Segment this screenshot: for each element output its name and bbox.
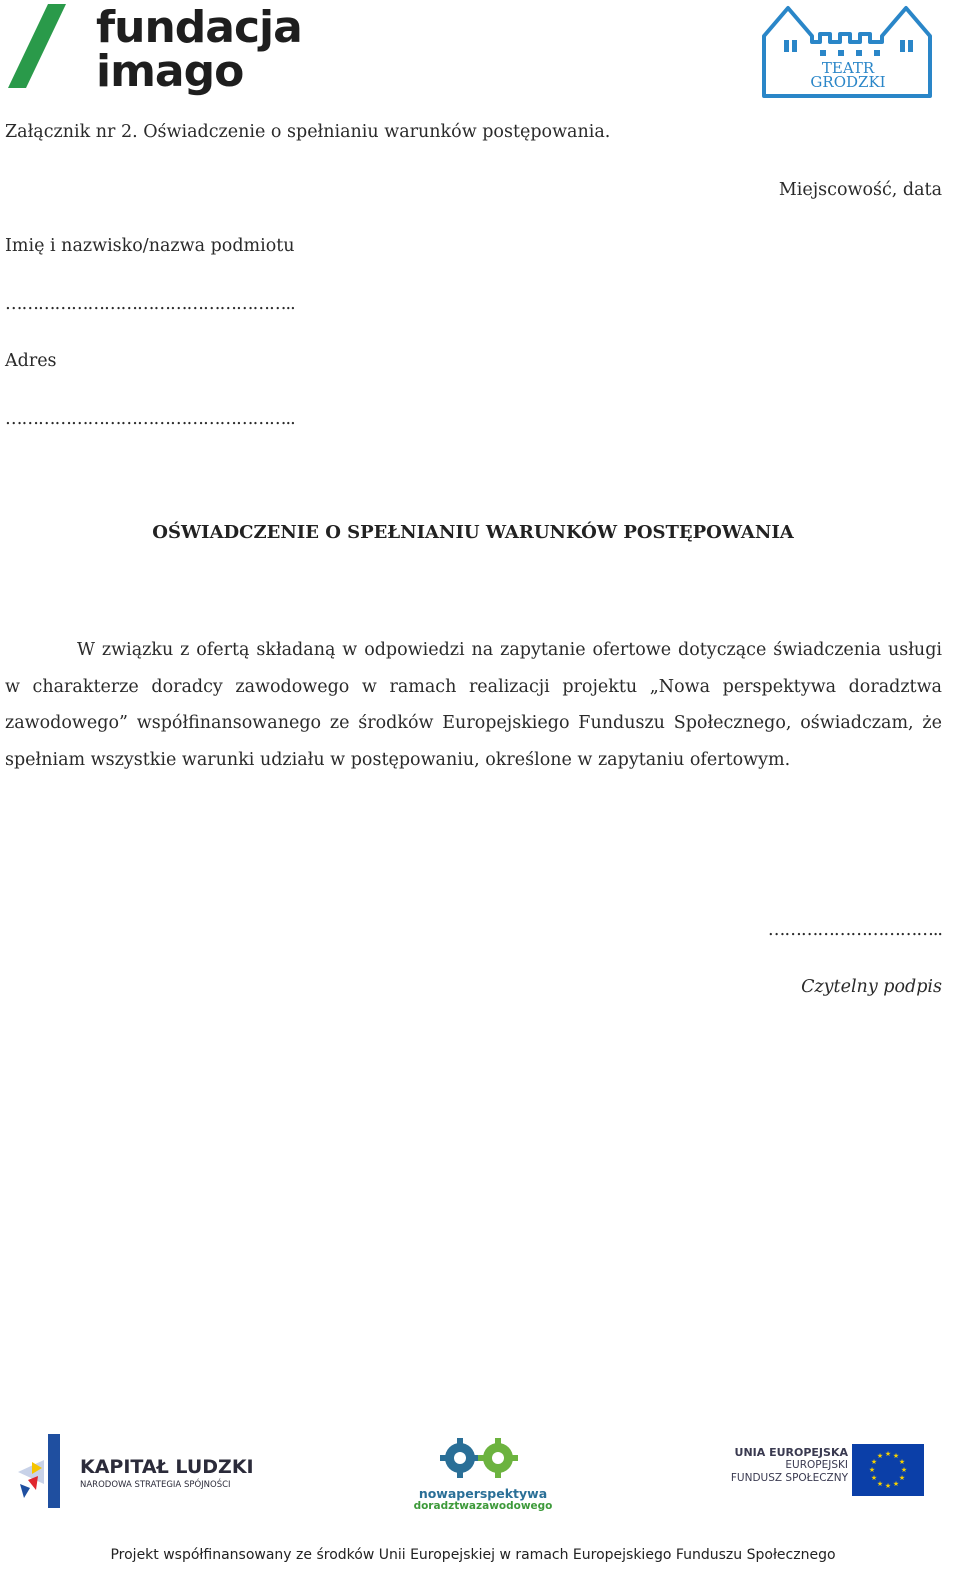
eu-label-european: EUROPEJSKI (785, 1459, 848, 1471)
svg-text:★: ★ (876, 1452, 884, 1460)
eu-label-union: UNIA EUROPEJSKA (734, 1446, 848, 1459)
logo-word-fundacja: fundacja (96, 2, 302, 53)
svg-text:★: ★ (870, 1474, 878, 1482)
svg-text:★: ★ (898, 1458, 906, 1466)
statement-paragraph: W związku z ofertą składaną w odpowiedzi na zapytanie ofertowe dotyczące świadczenia usługi w charakterze doradcy zawodowego w ramach realizacji projektu „Nowa perspektywa doradztwa zawodowego” współfinansowanego ze środków Europejskiego Funduszu Społecznego, oświadczam, że spełniam wszystkie warunki udziału w postępowaniu, określone w zapytaniu ofertowym. (5, 640, 942, 770)
name-label: Imię i nazwisko/nazwa podmiotu (5, 236, 295, 256)
svg-text:★: ★ (876, 1480, 884, 1488)
eu-text-block (731, 1446, 848, 1485)
castle-icon (760, 2, 936, 110)
name-fill-line: …………………………………………….. (5, 294, 295, 314)
logo-word-imago: imago (96, 46, 244, 97)
grodzki-label: GRODZKI (810, 73, 886, 91)
teatr-grodzki-logo (760, 2, 936, 110)
teatr-label: TEATR (821, 59, 875, 77)
address-label: Adres (5, 351, 57, 371)
place-date-label: Miejscowość, data (778, 180, 942, 200)
svg-text:★: ★ (892, 1452, 900, 1460)
svg-text:★: ★ (898, 1474, 906, 1482)
signature-label: Czytelny podpis (801, 977, 942, 997)
footer-funding-note: Projekt współfinansowany ze środków Unii Europejskiej w ramach Europejskiego Funduszu Społecznego (110, 1547, 836, 1563)
nowa-perspektywa-label: nowaperspektywa (418, 1486, 548, 1501)
kapital-ludzki-emblem-icon (14, 1432, 74, 1512)
svg-text:★: ★ (868, 1466, 876, 1474)
svg-text:★: ★ (870, 1458, 878, 1466)
eu-flag-icon (852, 1444, 924, 1496)
kapital-ludzki-title: KAPITAŁ LUDZKI (80, 1456, 254, 1478)
fundacja-imago-logo (4, 2, 302, 97)
eu-logo (728, 1444, 928, 1500)
green-slash-icon (8, 4, 68, 92)
eu-label-social-fund: FUNDUSZ SPOŁECZNY (730, 1472, 848, 1484)
address-fill-line: …………………………………………….. (5, 409, 295, 429)
kapital-ludzki-logo (14, 1432, 254, 1512)
svg-text:★: ★ (892, 1480, 900, 1488)
nowa-perspektywa-logo (410, 1436, 556, 1516)
signature-fill-line: ………………………….. (767, 920, 942, 940)
gears-icon (410, 1436, 556, 1486)
svg-text:★: ★ (884, 1482, 892, 1490)
doradztwa-zawodowego-label: doradztwazawodowego (413, 1500, 553, 1512)
document-title: OŚWIADCZENIE O SPEŁNIANIU WARUNKÓW POSTĘPOWANIA (152, 522, 794, 543)
attachment-label: Załącznik nr 2. Oświadczenie o spełnianiu warunków postępowania. (5, 122, 611, 142)
kapital-ludzki-subtitle: NARODOWA STRATEGIA SPÓJNOŚCI (80, 1480, 231, 1490)
svg-text:★: ★ (900, 1466, 908, 1474)
svg-text:★: ★ (884, 1450, 892, 1458)
